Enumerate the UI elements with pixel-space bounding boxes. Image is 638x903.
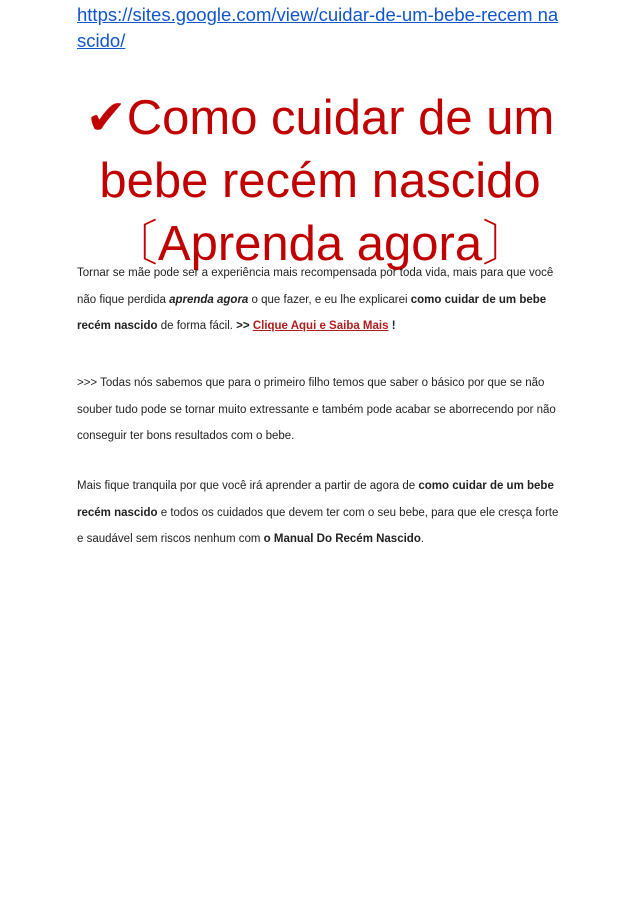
intro-text-1: Tornar se mãe pode ser a experiência mais recompensada por toda vida, mais para que você não fique perdida: [77, 267, 554, 306]
intro-text-3: de forma fácil.: [157, 320, 237, 332]
third-strong-1: como cuidar de um bebe recém nascido: [77, 480, 554, 519]
intro-strong: como cuidar de um bebe recém nascido: [77, 293, 547, 332]
intro-text-2: o que fazer, e eu lhe explicarei: [248, 293, 411, 306]
checkmark-icon: ✔: [85, 89, 127, 146]
page-title-text: Como cuidar de um bebe recém nascido 〔Aprenda agora〕: [99, 91, 555, 271]
third-text-1: Mais fique tranquila por que você irá aprender a partir de agora de: [77, 480, 419, 492]
third-strong-2: o Manual Do Recém Nascido: [263, 533, 421, 545]
page-title: [60, 86, 580, 276]
second-paragraph: >>> Todas nós sabemos que para o primeiro filho temos que saber o básico por que se não souber tudo pode se tornar muito extressante e também pode acabar se aborrecendo por não conseguir ter bons resultados com o bebe.: [77, 377, 556, 442]
intro-emphasis: aprenda agora: [169, 293, 249, 306]
third-text-2: e todos os cuidados que devem ter com o seu bebe, para que ele cresça forte e saudável sem riscos nenhum com: [77, 506, 559, 545]
cta-link[interactable]: Clique Aqui e Saiba Mais: [252, 320, 389, 332]
third-paragraph: [77, 473, 567, 553]
cta-arrows: >>: [236, 320, 250, 332]
intro-paragraph: [77, 260, 567, 340]
source-url-link[interactable]: https://sites.google.com/view/cuidar-de-um-bebe-recem nascido/: [77, 4, 559, 51]
third-end: .: [420, 533, 425, 545]
cta-end: !: [391, 320, 396, 332]
